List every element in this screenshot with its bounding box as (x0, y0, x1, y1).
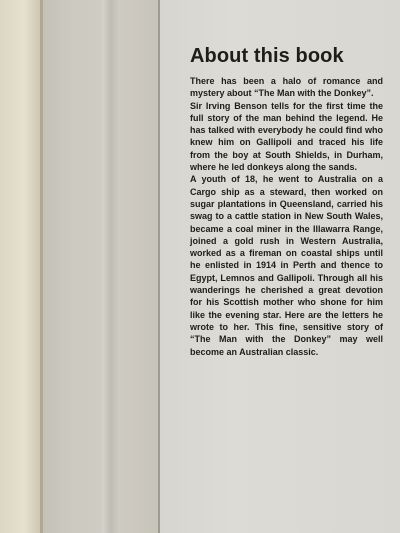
book-page-edge (0, 0, 40, 533)
blurb-paragraph-intro: There has been a halo of romance and mystery about “The Man with the Donkey”. (190, 76, 383, 99)
blurb-paragraph-story: A youth of 18, he went to Australia on a Cargo ship as a steward, then worked on sugar plantations in Queensland, carried his swag to a cattle station in New South Wales, became a coal miner in the Illawarra Range, joined a gold rush in Western Australia, worked as a fireman on coastal ships until he enlisted in 1914 in Perth and thence to Egypt, Lemnos and Gallipoli. Through all his wanderings he cherished a great devotion for his Scottish mother who shone for him like the evening star. Here are the letters he wrote to her. This fine, sensitive story of “The Man with the Donkey” may well become an Australian classic. (190, 174, 383, 357)
cover-flap (43, 0, 158, 533)
blurb-heading: About this book (190, 45, 344, 67)
blurb-paragraph-author: Sir Irving Benson tells for the first time the full story of the man behind the legend. He has talked with everybody he could find who knew him on Gallipoli and traced his life from the boy at South Shields, in Durham, where he led donkeys along the sands. (190, 100, 383, 173)
blurb-content (190, 44, 383, 358)
flap-fold-shadow (102, 0, 120, 533)
